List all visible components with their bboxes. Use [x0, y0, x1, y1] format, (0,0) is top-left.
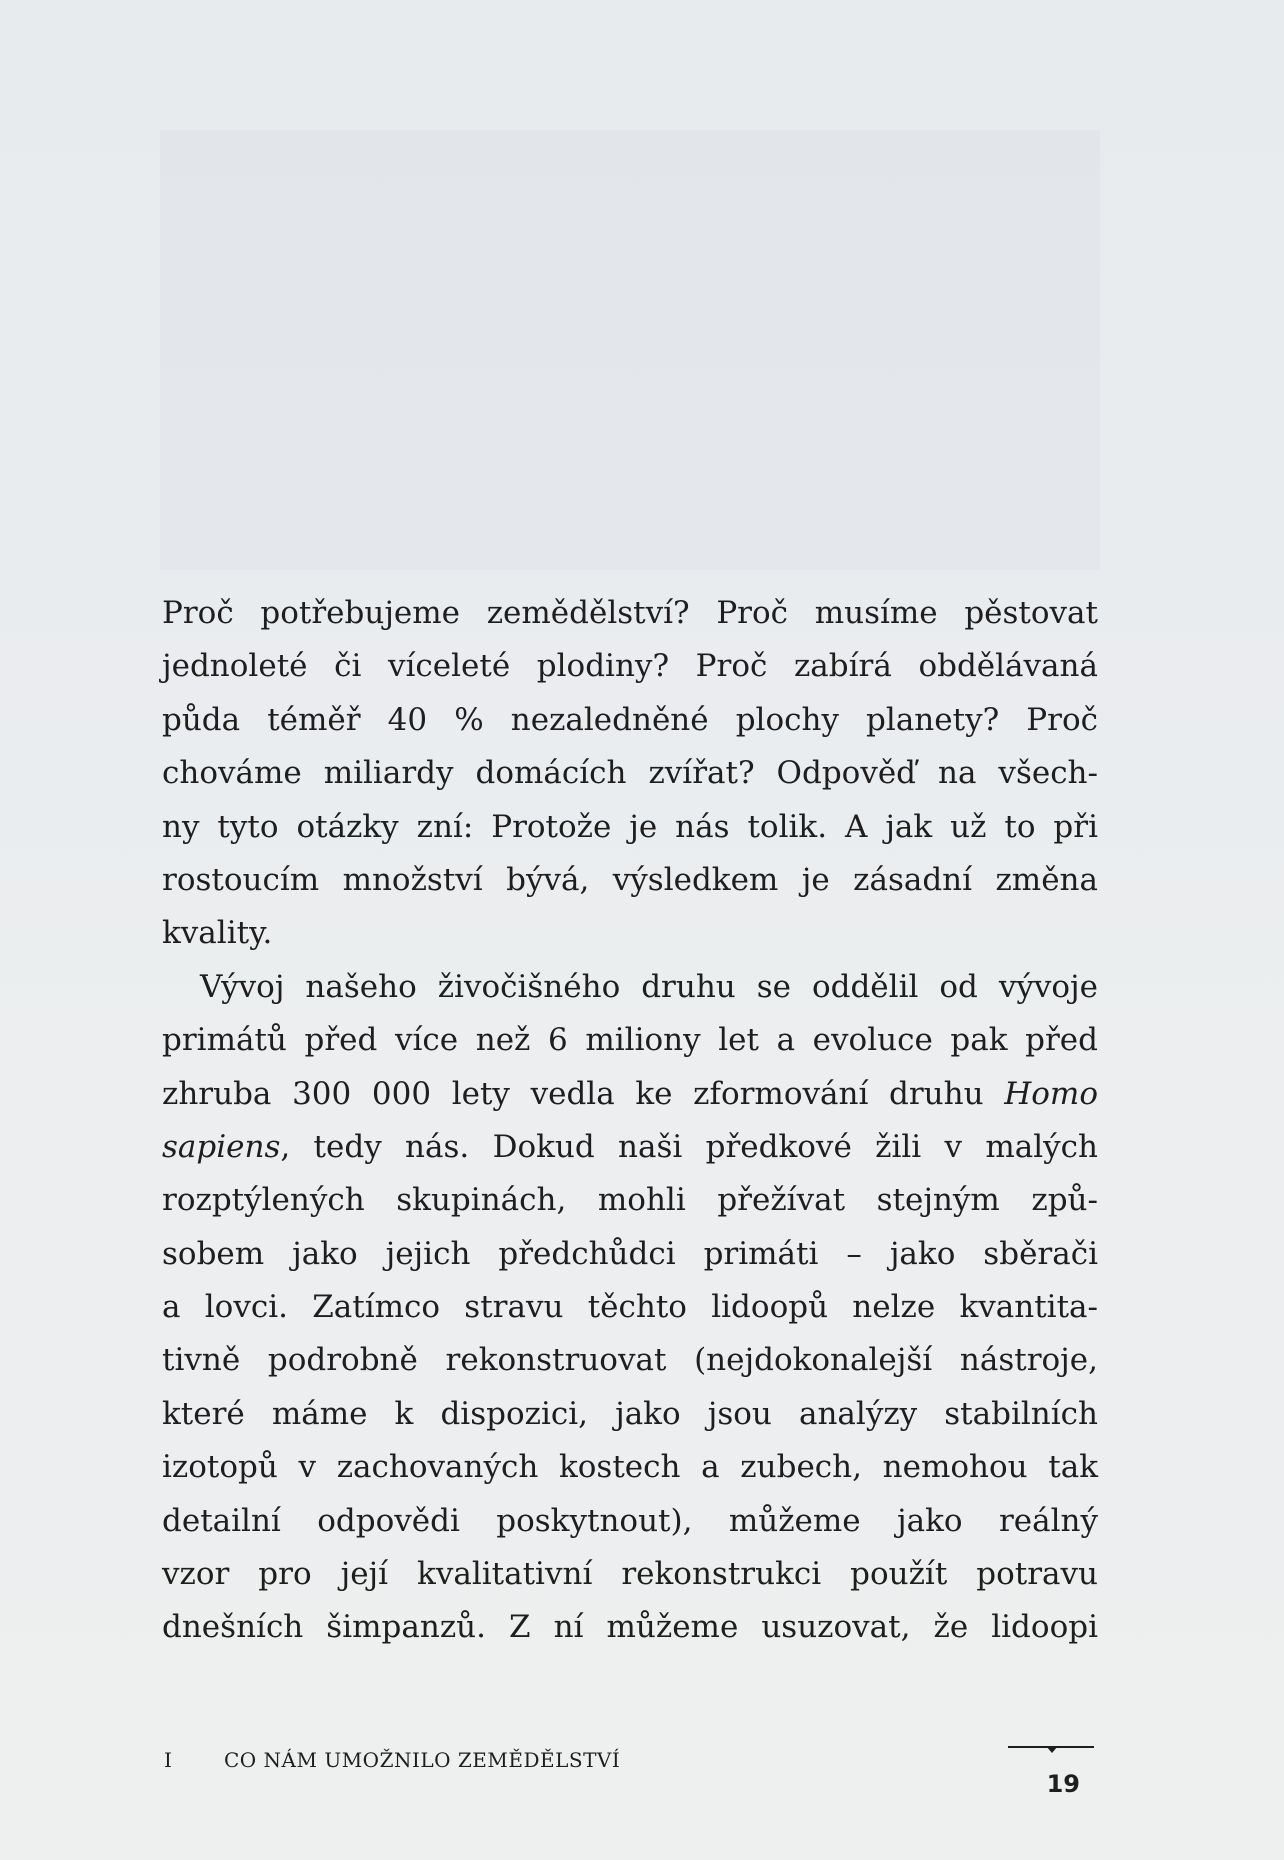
text-line: jednoleté či víceleté plodiny? Proč zabírá obdělávaná: [162, 648, 1098, 685]
italic-term: Homo: [1004, 1075, 1098, 1112]
text-line: sobem jako jejich předchůdci primáti – jako sběrači: [162, 1235, 1098, 1272]
page-number-rule-notch: [1046, 1746, 1058, 1753]
text-fragment: zhruba 300 000 lety vedla ke zformování druhu: [162, 1075, 984, 1112]
text-line: primátů před více než 6 miliony let a evoluce pak před: [162, 1022, 1098, 1059]
text-line: [162, 1068, 1098, 1121]
chapter-number: I: [164, 1748, 173, 1772]
text-line: izotopů v zachovaných kostech a zubech, nemohou tak: [162, 1449, 1098, 1486]
text-fragment: , tedy nás. Dokud naši předkové žili v malých: [280, 1128, 1098, 1165]
text-line: vzor pro její kvalitativní rekonstrukci použít potravu: [162, 1556, 1098, 1593]
running-chapter-title: CO NÁM UMOŽNILO ZEMĚDĚLSTVÍ: [224, 1748, 621, 1772]
text-line: půda téměř 40 % nezaledněné plochy planety? Proč: [162, 701, 1098, 738]
text-line: rostoucím množství bývá, výsledkem je zásadní změna: [162, 861, 1098, 898]
text-line: kvality.: [162, 915, 273, 952]
page-footer: [162, 1740, 1098, 1800]
text-line: tivně podrobně rekonstruovat (nejdokonalejší nástroje,: [162, 1342, 1098, 1379]
text-line: dnešních šimpanzů. Z ní můžeme usuzovat, že lidoopi: [162, 1609, 1098, 1646]
text-line: chováme miliardy domácích zvířat? Odpověď na všech-: [162, 755, 1098, 792]
show-through-shadow: [160, 130, 1100, 570]
text-line: detailní odpovědi poskytnout), můžeme jako reálný: [162, 1502, 1098, 1539]
text-line: a lovci. Zatímco stravu těchto lidoopů nelze kvantita-: [162, 1289, 1098, 1326]
text-line: Vývoj našeho živočišného druhu se oddělil od vývoje: [200, 968, 1098, 1005]
italic-term: sapiens: [162, 1128, 281, 1165]
text-line: rozptýlených skupinách, mohli přežívat stejným způ-: [162, 1182, 1098, 1219]
text-line: Proč potřebujeme zemědělství? Proč musíme pěstovat: [162, 595, 1098, 631]
text-line: [162, 1121, 1098, 1174]
text-line: ny tyto otázky zní: Protože je nás tolik. A jak už to při: [162, 808, 1098, 845]
page-number: 19: [1046, 1770, 1080, 1798]
text-line: které máme k dispozici, jako jsou analýzy stabilních: [162, 1395, 1098, 1432]
body-text: [162, 587, 1098, 1655]
